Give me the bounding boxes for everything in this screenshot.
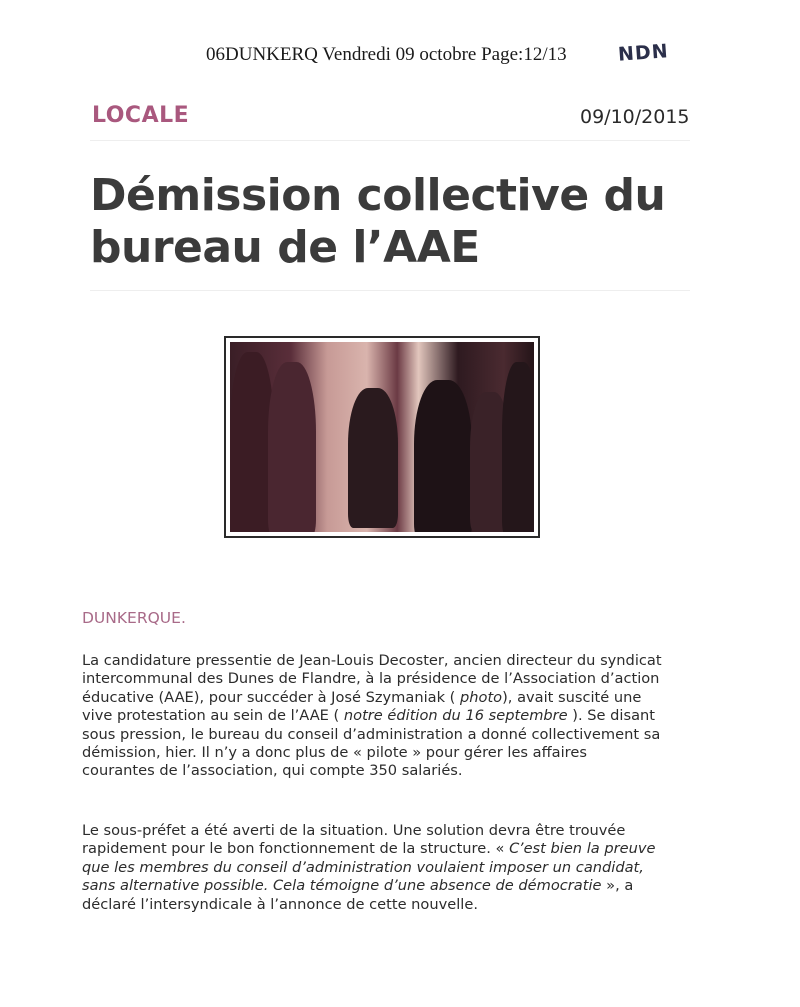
article-headline: Démission collective du bureau de l’AAE <box>90 170 666 273</box>
text-run-italic: notre édition du 16 septembre <box>343 707 568 725</box>
text-run: ), avait suscité une vive protestation au sein de l’AAE ( <box>82 688 642 725</box>
text-run: ). Se disant sous pression, le bureau du conseil d’administration a donné collectivement sa démission, hier. Il n’y a donc plus de « pilote » pour gérer les affaires courantes de l’association, qui compte 350 salariés. <box>82 707 661 780</box>
article-paragraph-2 <box>82 822 662 914</box>
section-rubric: LOCALE <box>92 103 190 128</box>
text-run: », a déclaré l’intersyndicale à l’annonce de cette nouvelle. <box>82 877 634 913</box>
quote-italic: C’est bien la preuve que les membres du conseil d’administration voulaient imposer un candidat, sans alternative possible. Cela témoigne d’une absence de démocratie <box>82 840 656 895</box>
handwritten-note: NDN <box>617 40 670 66</box>
divider <box>90 140 690 141</box>
article-locality: DUNKERQUE. <box>82 609 186 627</box>
text-run: Le sous-préfet a été averti de la situation. Une solution devra être trouvée rapidement pour le bon fonctionnement de la structure. « <box>82 822 626 858</box>
text-run: La candidature pressentie de Jean-Louis Decoster, ancien directeur du syndicat intercommunal des Dunes de Flandre, à la présidence de l’Association d’action éducative (AAE), pour succéder à José Szymaniak ( <box>82 652 662 706</box>
photo-image <box>230 342 534 532</box>
article-date: 09/10/2015 <box>580 106 690 128</box>
divider <box>90 290 690 291</box>
article-photo <box>224 336 540 538</box>
fax-header: 06DUNKERQ Vendredi 09 octobre Page:12/13 <box>206 44 567 65</box>
article-paragraph-1 <box>82 652 662 781</box>
text-run-italic: photo <box>460 688 503 706</box>
